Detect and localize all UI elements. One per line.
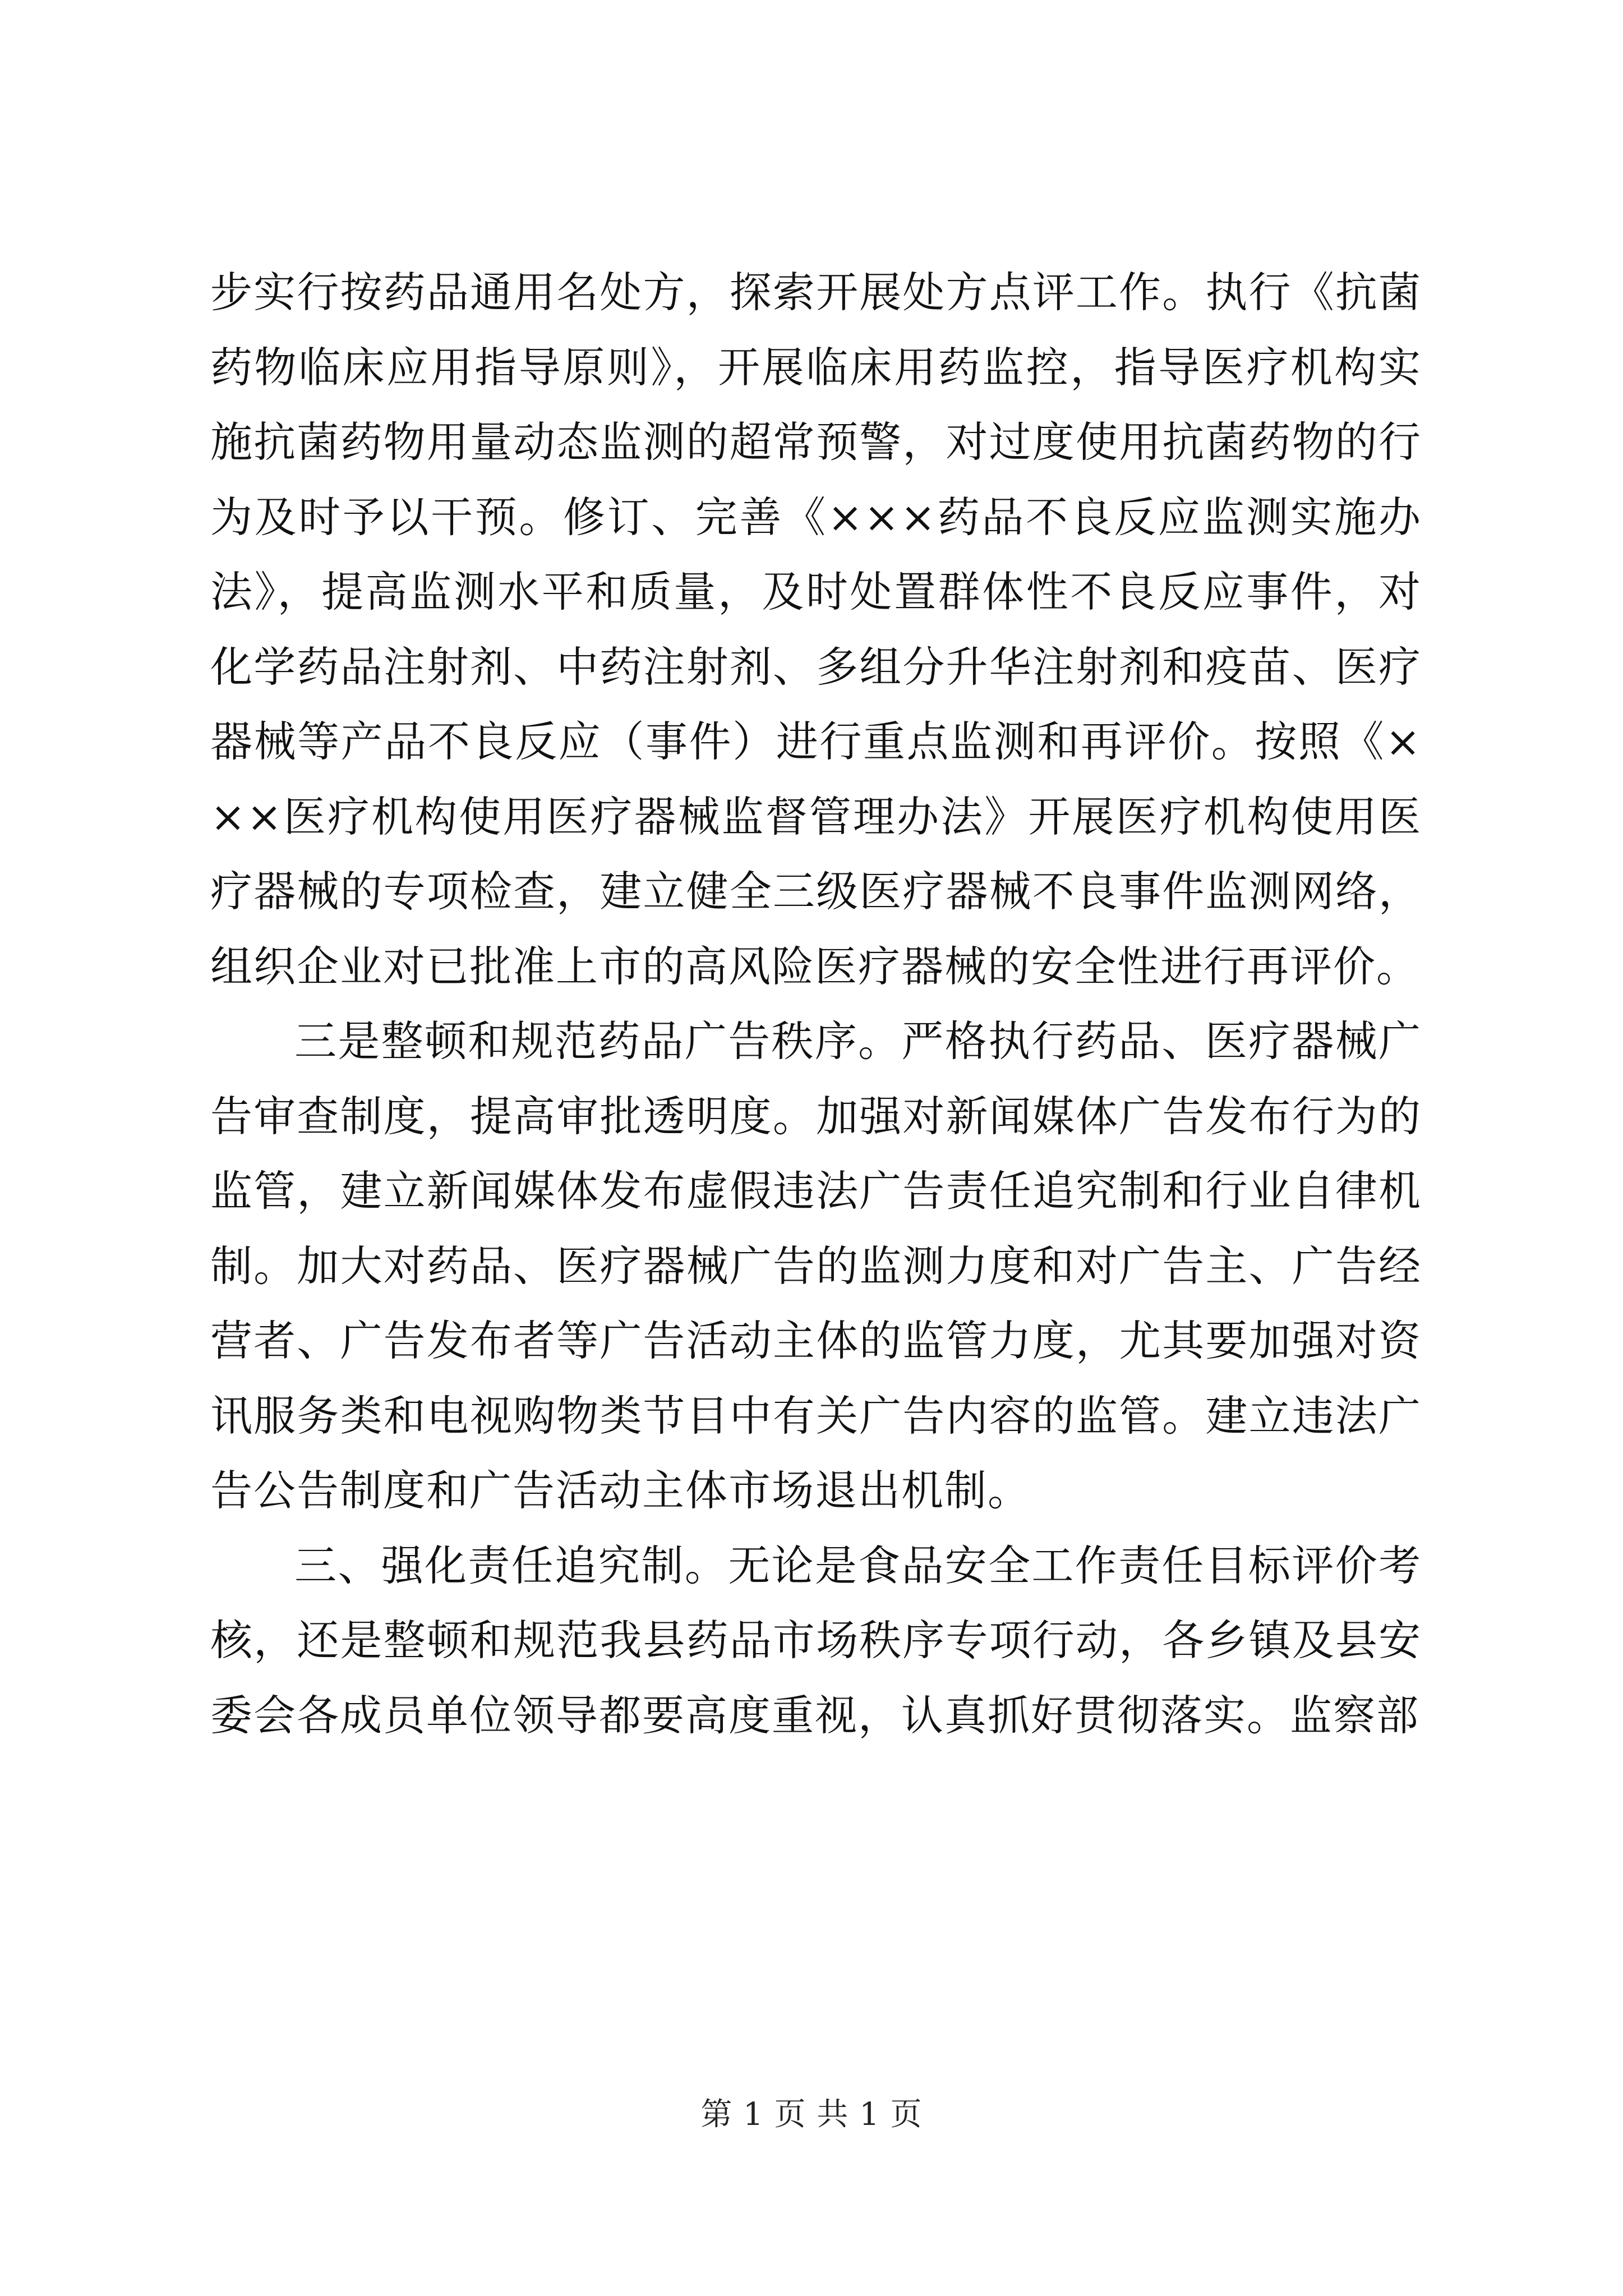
paragraph-drug-monitoring: 步实行按药品通用名处方，探索开展处方点评工作。执行《抗菌药物临床应用指导原则》，开展临床用药监控，指导医疗机构实施抗菌药物用量动态监测的超常预警，对过度使用抗菌药物的行为及时予以干预。修订、完善《×××药品不良反应监测实施办法》，提高监测水平和质量，及时处置群体性不良反应事件，对化学药品注射剂、中药注射剂、多组分升华注射剂和疫苗、医疗器械等产品不良反应（事件）进行重点监测和再评价。按照《×××医疗机构使用医疗器械监督管理办法》开展医疗机构使用医疗器械的专项检查，建立健全三级医疗器械不良事件监测网络，组织企业对已批准上市的高风险医疗器械的安全性进行再评价。 — [210, 268, 1422, 991]
page-footer: 第 1 页 共 1 页 — [700, 2096, 923, 2133]
paragraph-advertising-order: 三是整顿和规范药品广告秩序。严格执行药品、医疗器械广告审查制度，提高审批透明度。加强对新闻媒体广告发布行为的监管，建立新闻媒体发布虚假违法广告责任追究制和行业自律机制。加大对药品、医疗器械广告的监测力度和对广告主、广告经营者、广告发布者等广告活动主体的监管力度，尤其要加强对资讯服务类和电视购物类节目中有关广告内容的监管。建立违法广告公告制度和广告活动主体市场退出机制。 — [210, 1016, 1422, 1515]
paragraph-accountability: 三、强化责任追究制。无论是食品安全工作责任目标评价考核，还是整顿和规范我县药品市场秩序专项行动，各乡镇及县安委会各成员单位领导都要高度重视，认真抓好贯彻落实。监察部 — [210, 1540, 1422, 1740]
document-body — [210, 255, 1422, 1753]
